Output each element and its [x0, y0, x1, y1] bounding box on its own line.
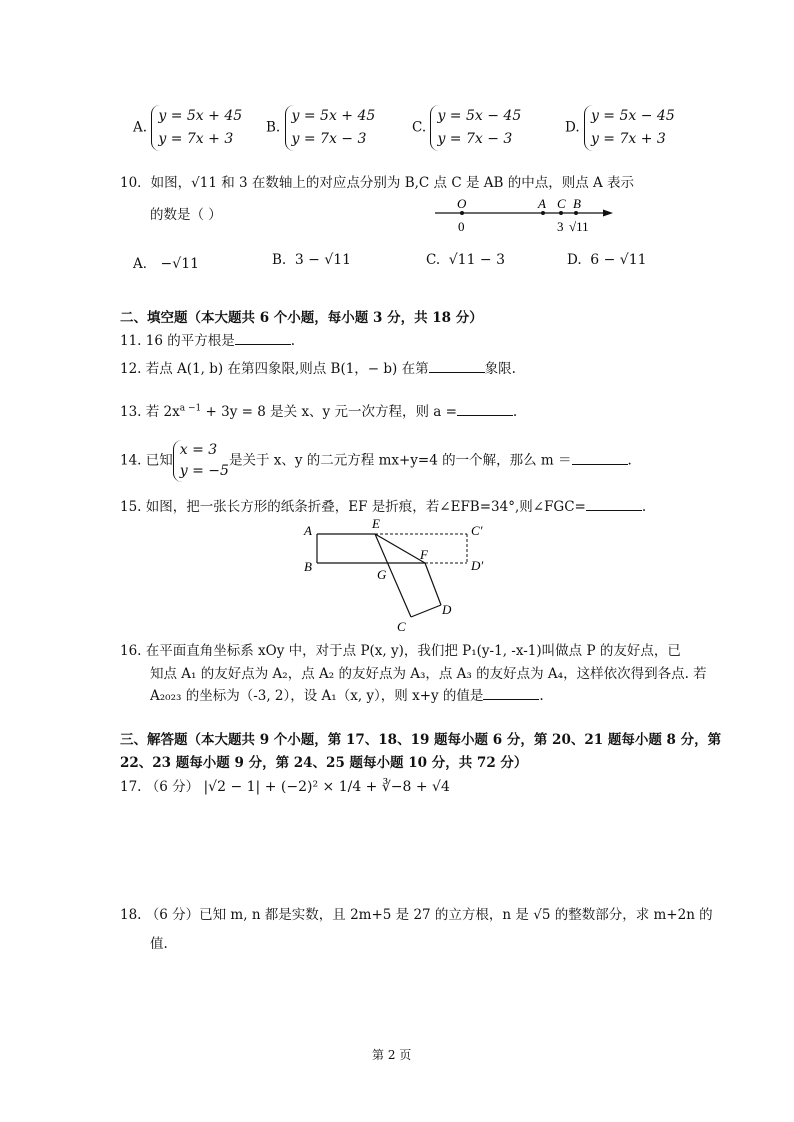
answer-blank: [457, 402, 513, 416]
option-letter: B.: [266, 119, 281, 136]
question-text: 11. 16 的平方根是: [120, 333, 235, 349]
q14: [120, 440, 632, 482]
question-end: .: [539, 688, 544, 704]
q9-option-a: [133, 105, 242, 151]
q12: [120, 357, 516, 377]
q10-line2: 的数是（ ）: [150, 207, 222, 223]
q10-line1: 10．如图，√11 和 3 在数轴上的对应点分别为 B,C 点 C 是 AB 的中点，则点 A 表示: [120, 175, 635, 191]
answer-blank: [429, 359, 485, 373]
point-a: [541, 211, 545, 215]
q13: [120, 400, 517, 420]
option-text: 3 − √11: [294, 252, 352, 268]
label-c-prime: C′: [471, 523, 483, 538]
edge-fd: [425, 563, 441, 605]
q15: [120, 495, 646, 515]
number-line-figure: [430, 192, 620, 237]
label-d: D: [442, 602, 452, 617]
equation-system: [151, 105, 242, 151]
math-expression: |√2 − 1| + (−2)² × 1/4 + ∛−8 + √4: [203, 779, 450, 795]
folding-figure: [295, 513, 495, 633]
label-b: B: [304, 559, 312, 574]
question-text: 是关于 x、y 的二元方程 mx+y=4 的一个解，那么 m ＝: [228, 452, 572, 469]
question-text: 14. 已知: [120, 452, 173, 469]
q9-option-c: [412, 105, 521, 151]
edge-cd: [411, 605, 441, 617]
q16-line3: [150, 684, 544, 704]
option-text: 6 − √11: [590, 252, 647, 268]
equation-line: y = 7x + 3: [158, 131, 234, 147]
q10-option-d: [567, 252, 647, 268]
label-sqrt11: √11: [569, 219, 589, 234]
q10-option-a: [133, 252, 199, 272]
q9-option-b: [266, 105, 375, 151]
option-text: √11 − 3: [448, 252, 506, 268]
question-text: 13. 若 2x: [120, 404, 180, 420]
question-end: .: [512, 404, 518, 420]
equation-line: y = −5: [179, 463, 229, 479]
q16-line1: 16. 在平面直角坐标系 xOy 中，对于点 P(x, y)，我们把 P₁(y-1, -x-1)叫做点 P 的友好点，已: [120, 643, 681, 659]
equation-line: y = 7x − 3: [291, 131, 367, 147]
label-a: A: [538, 196, 546, 211]
label-c: C: [397, 619, 406, 633]
equation-line: y = 5x − 45: [437, 108, 522, 124]
question-text: 15. 如图，把一张长方形的纸条折叠，EF 是折痕，若∠EFB=34°,则∠FGC=: [120, 499, 586, 515]
page-footer: 第 2 页: [372, 1048, 412, 1062]
label-e: E: [372, 516, 380, 531]
label-o: O: [457, 196, 467, 211]
section3-heading-line1: 三、解答题（本大题共 9 个小题，第 17、18、19 题每小题 6 分，第 20、21 题每小题 8 分，第: [120, 732, 722, 748]
label-three: 3: [557, 219, 564, 234]
label-g: G: [377, 567, 387, 582]
equation-line: y = 5x − 45: [590, 108, 675, 124]
equation-line: x = 3: [179, 442, 218, 458]
label-d-prime: D′: [471, 558, 484, 573]
q10-option-c: [426, 252, 505, 268]
question-text: A₂₀₂₃ 的坐标为（-3, 2），设 A₁（x, y），则 x+y 的值是: [150, 688, 484, 704]
question-end: 象限.: [484, 361, 516, 377]
crease-ef: [375, 534, 425, 563]
option-letter: C.: [426, 252, 441, 268]
equation-system: [173, 440, 229, 482]
point-b: [574, 211, 578, 215]
q18-line1: 18. （6 分）已知 m, n 都是实数，且 2m+5 是 27 的立方根，n 是 √5 的整数部分，求 m+2n 的: [120, 907, 713, 923]
equation-system: [584, 105, 675, 151]
question-text: 12. 若点 A(1, b) 在第四象限,则点 B(1，− b) 在第: [120, 361, 429, 377]
question-end: .: [290, 333, 296, 349]
option-letter: A．: [133, 256, 157, 272]
label-f: F: [420, 547, 428, 562]
arrow-head-icon: [603, 210, 613, 217]
q17: [120, 775, 450, 795]
question-label: 17. （6 分）: [120, 779, 200, 795]
option-letter: D.: [567, 252, 582, 268]
q10-option-b: [272, 252, 351, 268]
q16-line2: 知点 A₁ 的友好点为 A₂，点 A₂ 的友好点为 A₃，点 A₃ 的友好点为 A₄，这样依次得到各点. 若: [150, 666, 707, 682]
section2-heading: 二、填空题（本大题共 6 个小题，每小题 3 分，共 18 分）: [120, 310, 483, 326]
answer-blank: [235, 331, 291, 345]
equation-system: [430, 105, 521, 151]
q11: [120, 329, 295, 349]
answer-blank: [572, 451, 628, 465]
option-letter: A.: [133, 119, 148, 136]
option-letter: B.: [272, 252, 287, 268]
point-c: [559, 211, 563, 215]
option-letter: D.: [565, 119, 580, 136]
label-zero: 0: [458, 219, 465, 234]
equation-line: y = 5x + 45: [291, 108, 376, 124]
label-c: C: [557, 196, 566, 211]
answer-blank: [483, 686, 539, 700]
question-end: .: [641, 499, 647, 515]
section3-heading-line2: 22、23 题每小题 9 分，第 24、25 题每小题 10 分，共 72 分）: [120, 755, 528, 771]
q18-line2: 值.: [150, 936, 168, 952]
point-o: [460, 211, 464, 215]
option-letter: C.: [412, 119, 427, 136]
label-b: B: [573, 196, 581, 211]
equation-line: y = 7x − 3: [437, 131, 513, 147]
exponent: a −1: [179, 403, 202, 414]
equation-system: [285, 105, 376, 151]
equation-line: y = 7x + 3: [590, 131, 666, 147]
answer-blank: [586, 497, 642, 511]
q9-option-d: [565, 105, 675, 151]
question-end: .: [627, 452, 632, 469]
equation-line: y = 5x + 45: [158, 108, 243, 124]
option-text: −√11: [160, 256, 200, 272]
label-a: A: [304, 523, 312, 538]
question-text: + 3y = 8 是关 x、y 元一次方程，则 a =: [201, 404, 457, 420]
